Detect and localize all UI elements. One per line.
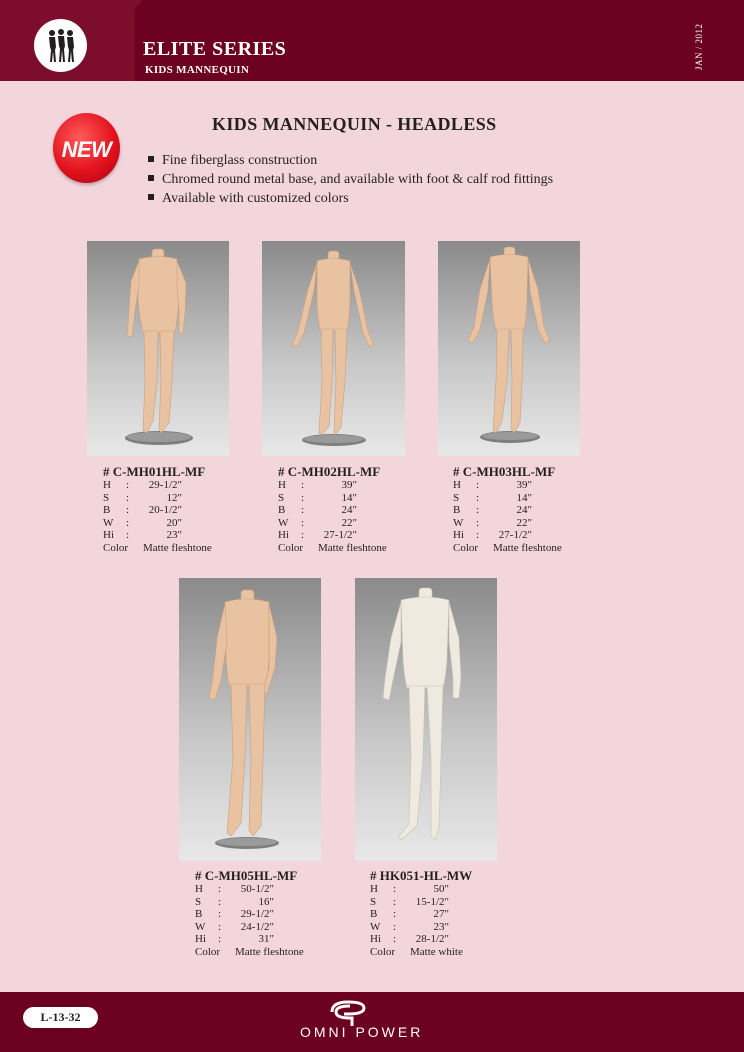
issue-date: JAN / 2012 [694,23,704,70]
feature-item: Chromed round metal base, and available with foot & calf rod fittings [148,170,553,189]
product-photo-c-mh02hl-mf [262,241,405,456]
mannequin-figure [438,241,580,456]
spec-waist: W : 22" [278,516,357,529]
brand-logo [296,998,456,1044]
three-mannequins-icon [41,26,81,66]
product-spec-c-mh02hl-mf [278,464,387,555]
page-title: KIDS MANNEQUIN - HEADLESS [212,114,497,134]
spec-waist: W : 20" [103,516,182,529]
spec-height: H : 50-1/2" [195,883,274,895]
product-code: # HK051-HL-MW [370,868,473,883]
product-code: # C-MH01HL-MF [103,464,206,479]
spec-bust: B : 24" [453,504,532,517]
spec-bust: B : 29-1/2" [195,908,274,921]
spec-shoulder: S : 14" [278,491,357,504]
spec-waist: W : 24-1/2" [195,920,274,933]
feature-item: Fine fiberglass construction [148,151,553,170]
feature-list [148,151,553,208]
mannequin-figure [355,578,497,861]
mannequin-figure [262,241,405,456]
series-subtitle: KIDS MANNEQUIN [145,64,250,76]
logo [34,19,87,72]
mannequin-figure [87,241,229,456]
brand-name: OMNI POWER [300,1024,424,1040]
new-badge [53,113,120,183]
spec-color: Color Matte fleshtone [278,541,387,554]
spec-color: Color Matte fleshtone [103,541,212,554]
spec-bust: B : 24" [278,504,357,517]
spec-hip: Hi : 27-1/2" [278,529,357,542]
spec-height: H : 39" [453,479,532,491]
bullet-icon [148,194,154,200]
spec-height: H : 39" [278,479,357,491]
product-spec-c-mh01hl-mf [103,464,212,555]
new-badge-label: NEW [61,137,112,162]
spec-hip: Hi : 28-1/2" [370,933,449,946]
omni-power-logo-icon [296,998,456,1026]
spec-hip: Hi : 27-1/2" [453,529,532,542]
spec-shoulder: S : 12" [103,491,182,504]
spec-bust: B : 20-1/2" [103,504,182,517]
feature-item: Available with customized colors [148,189,553,208]
spec-hip: Hi : 23" [103,529,182,542]
spec-height: H : 50" [370,883,449,895]
series-title: ELITE SERIES [143,38,287,60]
product-code: # C-MH02HL-MF [278,464,381,479]
product-code: # C-MH03HL-MF [453,464,556,479]
product-spec-hk051-hl-mw [370,868,472,959]
spec-shoulder: S : 14" [453,491,532,504]
spec-hip: Hi : 31" [195,933,274,946]
product-spec-c-mh03hl-mf [453,464,562,555]
spec-bust: B : 27" [370,908,449,921]
product-photo-c-mh03hl-mf [438,241,580,456]
product-photo-c-mh01hl-mf [87,241,229,456]
product-photo-c-mh05hl-mf [179,578,321,861]
spec-shoulder: S : 15-1/2" [370,895,449,908]
spec-color: Color Matte fleshtone [195,945,304,958]
spec-shoulder: S : 16" [195,895,274,908]
product-code: # C-MH05HL-MF [195,868,298,883]
bullet-icon [148,156,154,162]
mannequin-figure [179,578,321,861]
product-spec-c-mh05hl-mf [195,868,304,959]
spec-color: Color Matte fleshtone [453,541,562,554]
page-header [0,0,744,81]
spec-color: Color Matte white [370,945,463,958]
page-number: L-13-32 [23,1007,98,1028]
spec-height: H : 29-1/2" [103,479,182,491]
spec-waist: W : 22" [453,516,532,529]
product-photo-hk051-hl-mw [355,578,497,861]
spec-waist: W : 23" [370,920,449,933]
bullet-icon [148,175,154,181]
